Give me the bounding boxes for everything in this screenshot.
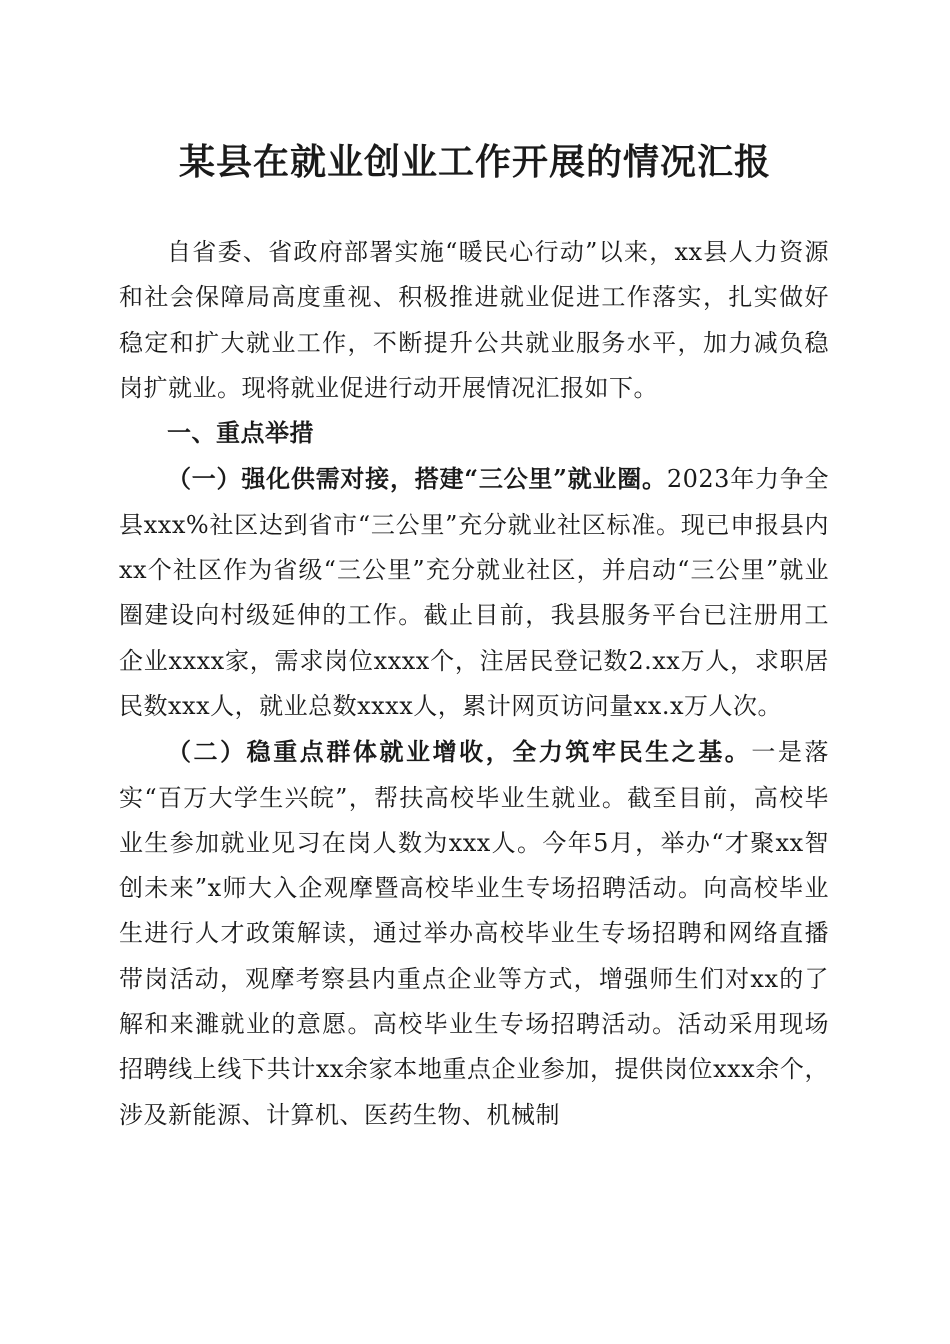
- item-2-label: （二）稳重点群体就业增收，全力筑牢民生之基。: [167, 737, 752, 767]
- item-1-text: 2023年力争全县xxx%社区达到省市“三公里”充分就业社区标准。现已申报县内xx个社区作为省级“三公里”充分就业社区，并启动“三公里”就业圈建设向村级延伸的工作。截止目前，我县服务平台已注册用工企业xxxx家，需求岗位xxxx个，注居民登记数2.xx万人，求职居民数xxx人，就业总数xxxx人，累计网页访问量xx.x万人次。: [119, 465, 830, 720]
- section-heading: 一、重点举措: [167, 419, 314, 448]
- item-2-paragraph: [119, 729, 829, 1138]
- item-1-paragraph: [119, 456, 829, 729]
- document-title: 某县在就业创业工作开展的情况汇报: [178, 141, 771, 183]
- document-body: [119, 230, 829, 1138]
- item-2-text: 一是落实“百万大学生兴皖”，帮扶高校毕业生就业。截至目前，高校毕业生参加就业见习在岗人数为xxx人。今年5月，举办“才聚xx智创未来”x师大入企观摩暨高校毕业生专场招聘活动。向高校毕业生进行人才政策解读，通过举办高校毕业生专场招聘和网络直播带岗活动，观摩考察县内重点企业等方式，增强师生们对xx的了解和来濉就业的意愿。高校毕业生专场招聘活动。活动采用现场招聘线上线下共计xx余家本地重点企业参加，提供岗位xxx余个，涉及新能源、计算机、医药生物、机械制: [119, 738, 829, 1129]
- item-1-label: （一）强化供需对接，搭建“三公里”就业圈。: [167, 464, 667, 494]
- intro-paragraph: 自省委、省政府部署实施“暖民心行动”以来，xx县人力资源和社会保障局高度重视、积极推进就业促进工作落实，扎实做好稳定和扩大就业工作，不断提升公共就业服务水平，加力减负稳岗扩就业。现将就业促进行动开展情况汇报如下。: [119, 238, 829, 402]
